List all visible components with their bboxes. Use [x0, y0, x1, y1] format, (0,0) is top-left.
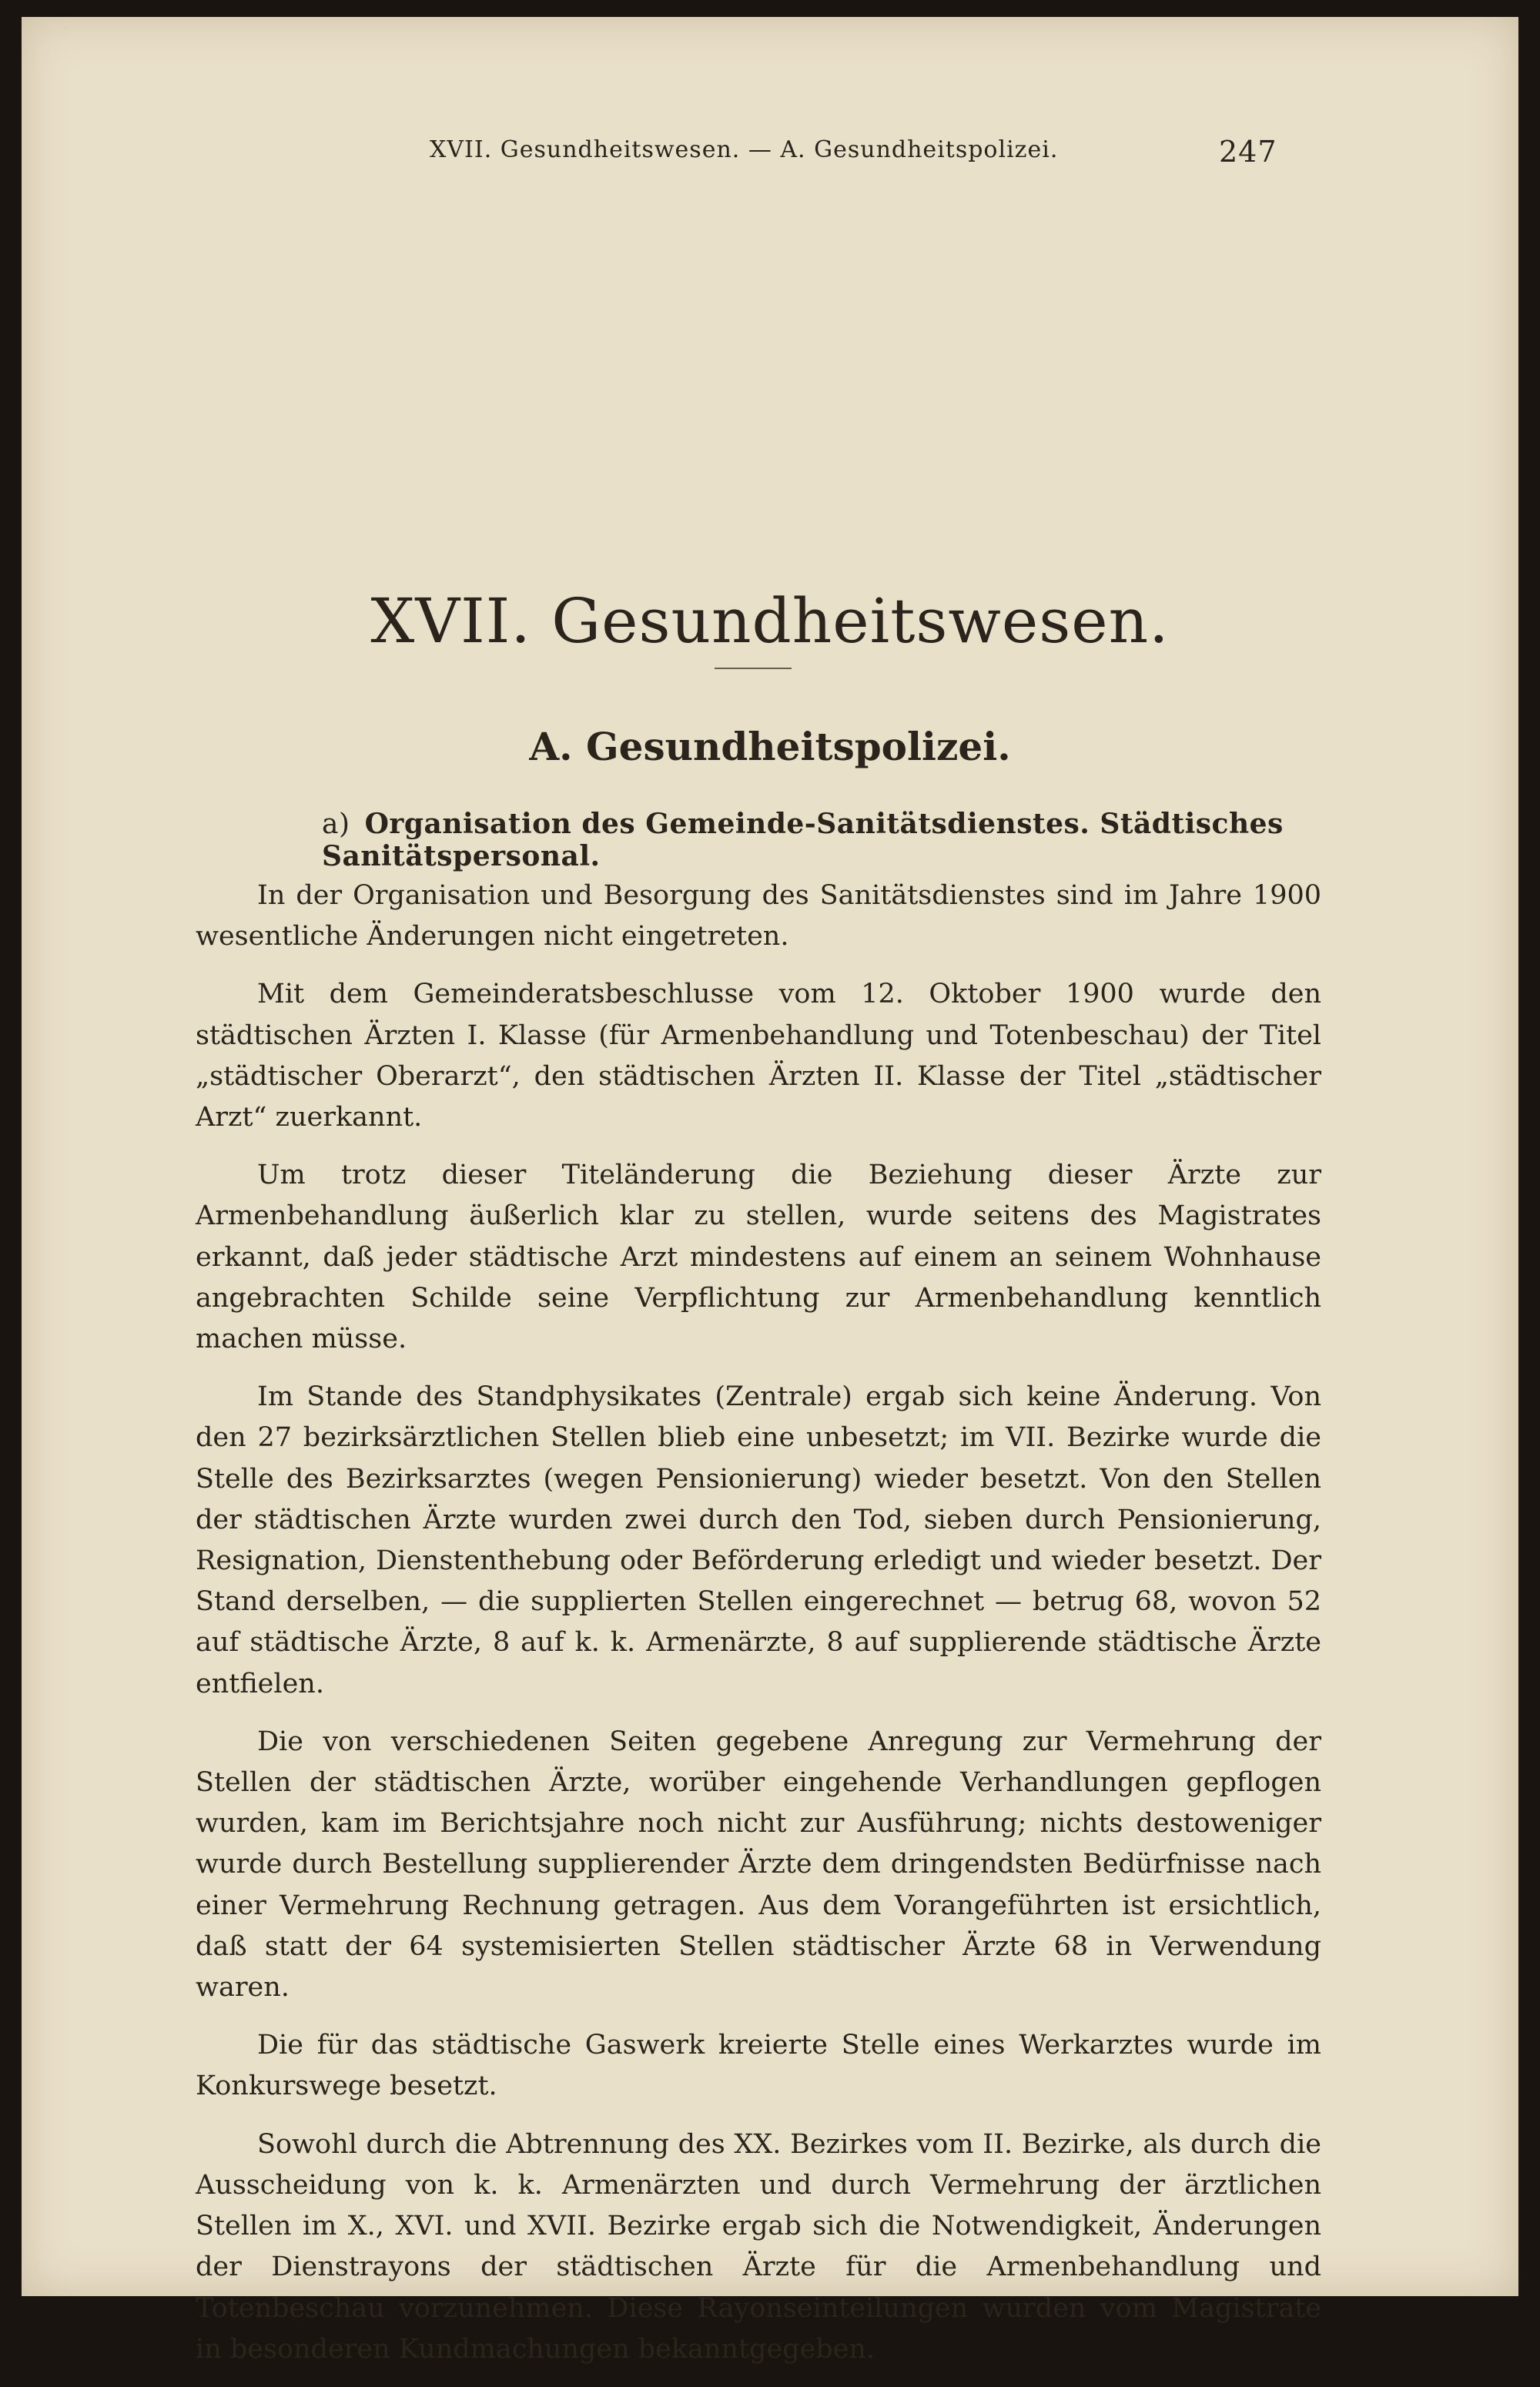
paragraph: Mit dem Gemeinderatsbeschlusse vom 12. Oktober 1900 wurde den städtischen Ärzten I. Klasse (für Armenbehandlung und Totenbeschau) der Titel „städtischer Oberarzt“, den städtischen Ärzten II. Klasse der Titel „städtischer Arzt“ zuerkannt.	[196, 979, 1321, 1133]
paragraph: Die von verschiedenen Seiten gegebene Anregung zur Vermehrung der Stellen der städtischen Ärzte, worüber eingehende Verhandlungen gepflogen wurden, kam im Berichtsjahre noch nicht zur Ausführung; nichts destoweniger wurde durch Bestellung supplierender Ärzte dem dringendsten Bedürfnisse nach einer Vermehrung Rechnung getragen. Aus dem Vorangeführten ist ersichtlich, daß statt der 64 systemisierten Stellen städtischer Ärzte 68 in Verwendung waren.	[196, 1726, 1321, 2004]
page-number: 247	[1219, 135, 1277, 169]
running-head-title: XVII. Gesundheitswesen. — A. Gesundheitspolizei.	[430, 136, 1059, 163]
subsection-heading	[322, 808, 1518, 872]
paragraph: Im Stande des Standphysikates (Zentrale) ergab sich keine Änderung. Von den 27 bezirksärztlichen Stellen blieb eine unbesetzt; im VII. Bezirke wurde die Stelle des Bezirksarztes (wegen Pensionierung) wieder besetzt. Von den Stellen der städtischen Ärzte wurden zwei durch den Tod, sieben durch Pensionierung, Resignation, Dienstenthebung oder Beförderung erledigt und wieder besetzt. Der Stand derselben, — die supplierten Stellen eingerechnet — betrug 68, wovon 52 auf städtische Ärzte, 8 auf k. k. Armenärzte, 8 auf supplierende städtische Ärzte entfielen.	[196, 1381, 1321, 1699]
subsection-prefix: a)	[322, 808, 350, 840]
title-divider	[715, 668, 792, 669]
document-page	[22, 17, 1518, 2365]
paragraph: In der Organisation und Besorgung des Sanitätsdienstes sind im Jahre 1900 wesentliche Änderungen nicht eingetreten.	[196, 880, 1321, 952]
body-text	[196, 875, 1321, 2387]
subsection-title: Organisation des Gemeinde-Sanitätsdienstes. Städtisches Sanitätspersonal.	[322, 808, 1284, 872]
paragraph: Die für das städtische Gaswerk kreierte Stelle eines Werkarztes wurde im Konkurswege besetzt.	[196, 2030, 1321, 2102]
paragraph: Um trotz dieser Titeländerung die Beziehung dieser Ärzte zur Armenbehandlung äußerlich klar zu stellen, wurde seitens des Magistrates erkannt, daß jeder städtische Arzt mindestens auf einem an seinem Wohnhause angebrachten Schilde seine Verpflichtung zur Armenbehandlung kenntlich machen müsse.	[196, 1160, 1321, 1355]
paragraph: Sowohl durch die Abtrennung des XX. Bezirkes vom II. Bezirke, als durch die Ausscheidung von k. k. Armenärzten und durch Vermehrung der ärztlichen Stellen im X., XVI. und XVII. Bezirke ergab sich die Notwendigkeit, Änderungen der Dienstrayons der städtischen Ärzte für die Armenbehandlung und Totenbeschau vorzunehmen. Diese Rayonseinteilungen wurden vom Magistrate in besonderen Kundmachungen bekanntgegeben.	[196, 2128, 1321, 2365]
section-title: A. Gesundheitspolizei.	[529, 724, 1011, 769]
chapter-title: XVII. Gesundheitswesen.	[370, 585, 1170, 657]
